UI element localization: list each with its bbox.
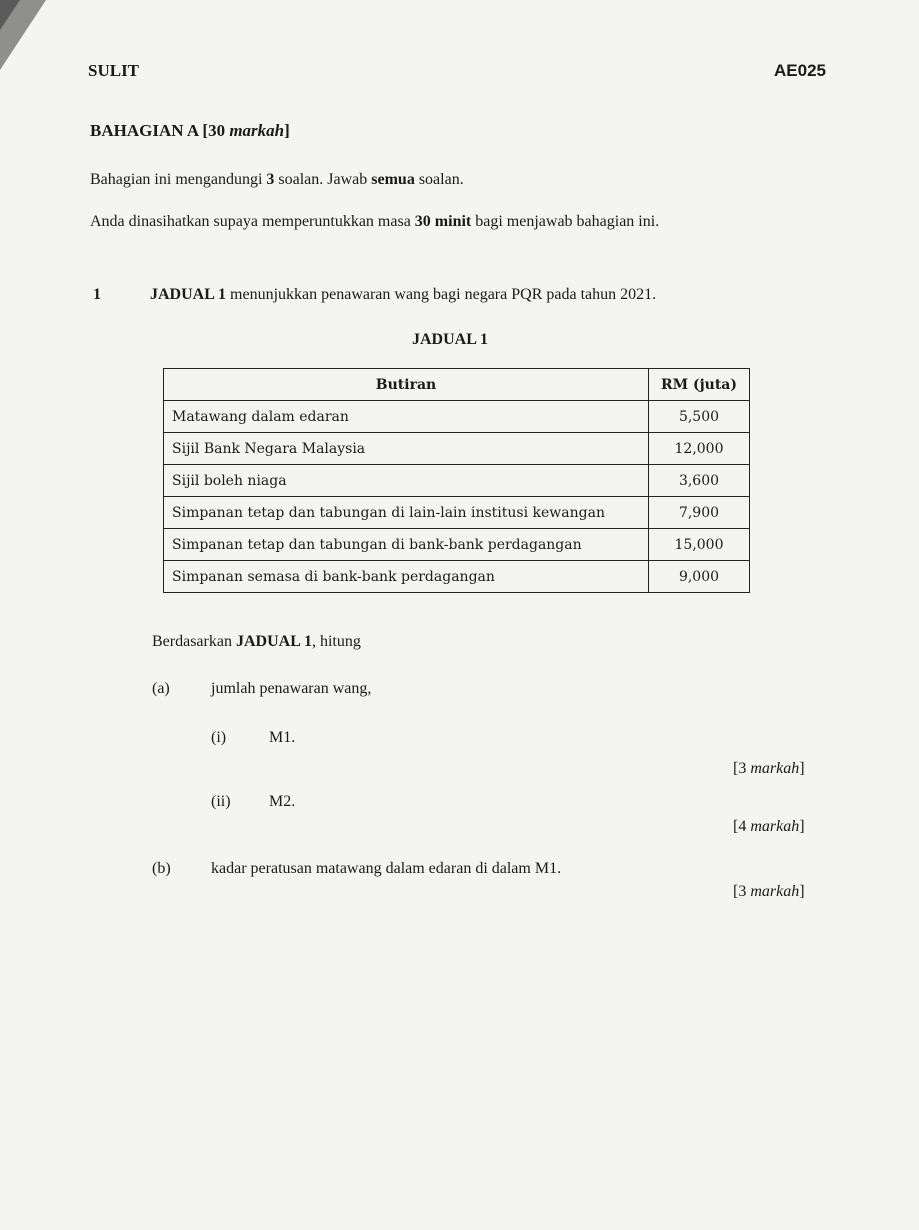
- header-course-code: AE025: [774, 61, 826, 80]
- table-row: [164, 497, 750, 529]
- question-text: JADUAL 1 menunjukkan penawaran wang bagi negara PQR pada tahun 2021.: [150, 286, 657, 303]
- row-item: Simpanan tetap dan tabungan di lain-lain institusi kewangan: [164, 497, 649, 529]
- row-value: 15,000: [649, 529, 750, 561]
- header-butiran: Butiran: [164, 369, 649, 401]
- row-value: 9,000: [649, 561, 750, 593]
- instruction-line-2: Anda dinasihatkan supaya memperuntukkan masa 30 minit bagi menjawab bahagian ini.: [90, 213, 660, 230]
- row-item: Matawang dalam edaran: [164, 401, 649, 433]
- part-i-label: (i): [211, 729, 227, 746]
- table-row: [164, 529, 750, 561]
- table-caption: JADUAL 1: [412, 331, 489, 348]
- part-i-text: M1.: [269, 729, 296, 746]
- row-item: Simpanan tetap dan tabungan di bank-bank perdagangan: [164, 529, 649, 561]
- table-row: [164, 465, 750, 497]
- part-b-text: kadar peratusan matawang dalam edaran di dalam M1.: [211, 860, 562, 877]
- table-row: [164, 433, 750, 465]
- calculation-prompt: Berdasarkan JADUAL 1, hitung: [152, 633, 361, 650]
- question-number: 1: [93, 286, 101, 303]
- page-corner-fold: [0, 0, 20, 30]
- marks-part-ii: [4 markah]: [733, 818, 805, 835]
- table-header-row: [164, 369, 750, 401]
- row-item: Simpanan semasa di bank-bank perdagangan: [164, 561, 649, 593]
- marks-part-b: [3 markah]: [733, 883, 805, 900]
- row-value: 12,000: [649, 433, 750, 465]
- part-b-label: (b): [152, 860, 171, 877]
- table-row: [164, 561, 750, 593]
- instruction-line-1: Bahagian ini mengandungi 3 soalan. Jawab semua soalan.: [90, 171, 464, 188]
- table-row: [164, 401, 750, 433]
- part-ii-text: M2.: [269, 793, 296, 810]
- row-value: 3,600: [649, 465, 750, 497]
- row-value: 5,500: [649, 401, 750, 433]
- section-title: BAHAGIAN A [30 markah]: [90, 121, 290, 140]
- money-supply-table: [163, 368, 750, 593]
- part-a-label: (a): [152, 680, 170, 697]
- row-item: Sijil Bank Negara Malaysia: [164, 433, 649, 465]
- part-a-text: jumlah penawaran wang,: [211, 680, 372, 697]
- part-ii-label: (ii): [211, 793, 231, 810]
- header-sulit: SULIT: [88, 61, 140, 80]
- marks-part-i: [3 markah]: [733, 760, 805, 777]
- header-rm-juta: RM (juta): [649, 369, 750, 401]
- row-value: 7,900: [649, 497, 750, 529]
- row-item: Sijil boleh niaga: [164, 465, 649, 497]
